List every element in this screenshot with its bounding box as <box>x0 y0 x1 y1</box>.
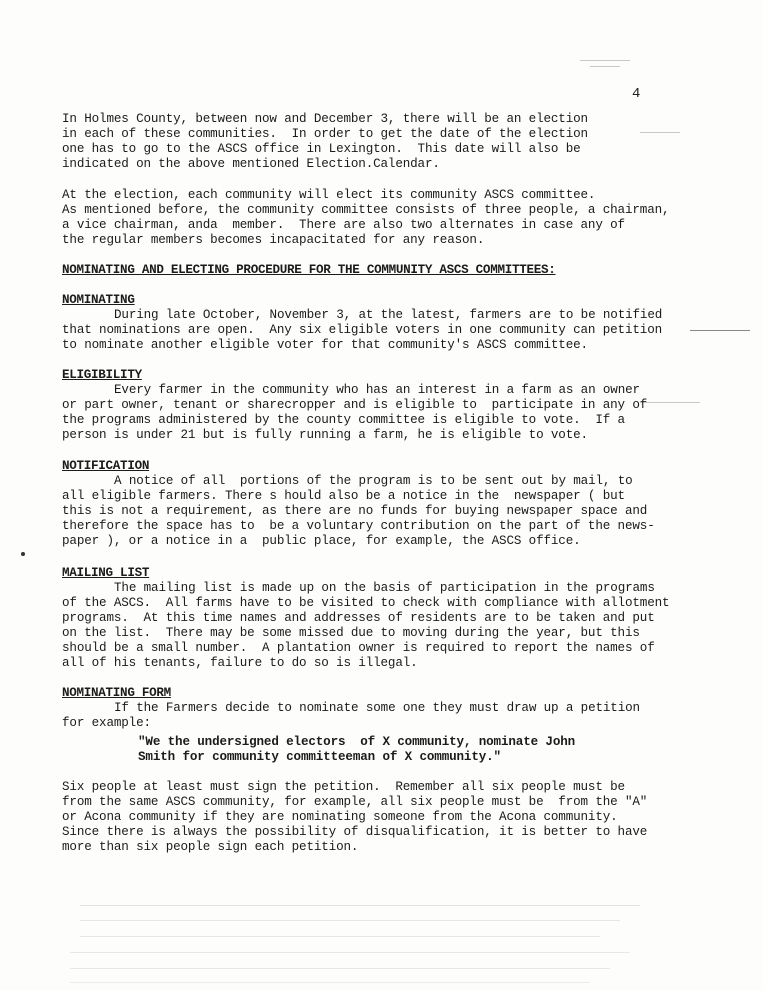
intro-paragraph <box>62 112 692 172</box>
text-line: more than six people sign each petition. <box>62 840 359 854</box>
section-eligibility <box>62 368 692 443</box>
text-line: In Holmes County, between now and December 3, there will be an election <box>62 112 588 126</box>
text-line: to nominate another eligible voter for that community's ASCS committee. <box>62 338 588 352</box>
text-line: As mentioned before, the community committee consists of three people, a chairman, <box>62 203 670 217</box>
section-mailing-list <box>62 566 692 671</box>
text-line: the regular members becomes incapacitated for any reason. <box>62 233 485 247</box>
text-line: this is not a requirement, as there are no funds for buying newspaper space and <box>62 504 648 518</box>
section-title: NOMINATING <box>62 293 135 307</box>
scan-mark <box>70 982 590 983</box>
main-heading: NOMINATING AND ELECTING PROCEDURE FOR THE COMMUNITY ASCS COMMITTEES: <box>62 263 556 277</box>
text-line: During late October, November 3, at the latest, farmers are to be notified <box>114 308 663 322</box>
text-line: programs. At this time names and addresses of residents are to be taken and put <box>62 611 655 625</box>
scan-mark <box>690 330 750 331</box>
text-line: the programs administered by the county committee is eligible to vote. If a <box>62 413 625 427</box>
page-number: 4 <box>632 86 641 102</box>
text-line: person is under 21 but is fully running a farm, he is eligible to vote. <box>62 428 588 442</box>
text-line: Every farmer in the community who has an interest in a farm as an owner <box>114 383 640 397</box>
scan-mark <box>80 936 600 937</box>
text-line: all eligible farmers. There s hould also be a notice in the newspaper ( but <box>62 489 625 503</box>
text-line: all of his tenants, failure to do so is illegal. <box>62 656 418 670</box>
text-line: a vice chairman, anda member. There are also two alternates in case any of <box>62 218 625 232</box>
section-nominating-form <box>62 686 692 855</box>
text-line: or Acona community if they are nominating someone from the Acona community. <box>62 810 618 824</box>
scan-mark <box>590 66 620 67</box>
section-title: NOMINATING FORM <box>62 686 171 700</box>
section-title: NOTIFICATION <box>62 459 150 473</box>
margin-dot <box>21 552 25 556</box>
text-line: Since there is always the possibility of disqualification, it is better to have <box>62 825 648 839</box>
scan-mark <box>80 905 640 906</box>
text-line: therefore the space has to be a voluntary contribution on the part of the news- <box>62 519 655 533</box>
text-line: in each of these communities. In order to get the date of the election <box>62 127 588 141</box>
text-line: for example: <box>62 716 151 730</box>
section-title: MAILING LIST <box>62 566 150 580</box>
text-line: should be a small number. A plantation owner is required to report the names of <box>62 641 655 655</box>
scan-mark <box>580 60 630 61</box>
scan-mark <box>70 952 630 953</box>
example-line: "We the undersigned electors of X community, nominate John <box>138 735 576 749</box>
text-line: that nominations are open. Any six eligible voters in one community can petition <box>62 323 663 337</box>
text-line: of the ASCS. All farms have to be visited to check with compliance with allotment <box>62 596 670 610</box>
text-line: on the list. There may be some missed due to moving during the year, but this <box>62 626 640 640</box>
text-line: or part owner, tenant or sharecropper and is eligible to participate in any of <box>62 398 648 412</box>
example-line: Smith for community committeeman of X community." <box>138 750 501 764</box>
text-line: If the Farmers decide to nominate some one they must draw up a petition <box>114 701 640 715</box>
section-notification <box>62 459 692 549</box>
section-title: ELIGIBILITY <box>62 368 142 382</box>
election-paragraph <box>62 188 692 248</box>
section-nominating <box>62 293 692 353</box>
scan-mark <box>70 968 610 969</box>
text-line: A notice of all portions of the program is to be sent out by mail, to <box>114 474 633 488</box>
text-line: indicated on the above mentioned Election.Calendar. <box>62 157 440 171</box>
main-heading-block <box>62 263 692 278</box>
scan-mark <box>80 920 620 921</box>
text-line: from the same ASCS community, for example, all six people must be from the "A" <box>62 795 648 809</box>
text-line: Six people at least must sign the petition. Remember all six people must be <box>62 780 625 794</box>
text-line: At the election, each community will elect its community ASCS committee. <box>62 188 596 202</box>
text-line: The mailing list is made up on the basis of participation in the programs <box>114 581 655 595</box>
text-line: paper ), or a notice in a public place, for example, the ASCS office. <box>62 534 581 548</box>
text-line: one has to go to the ASCS office in Lexington. This date will also be <box>62 142 581 156</box>
